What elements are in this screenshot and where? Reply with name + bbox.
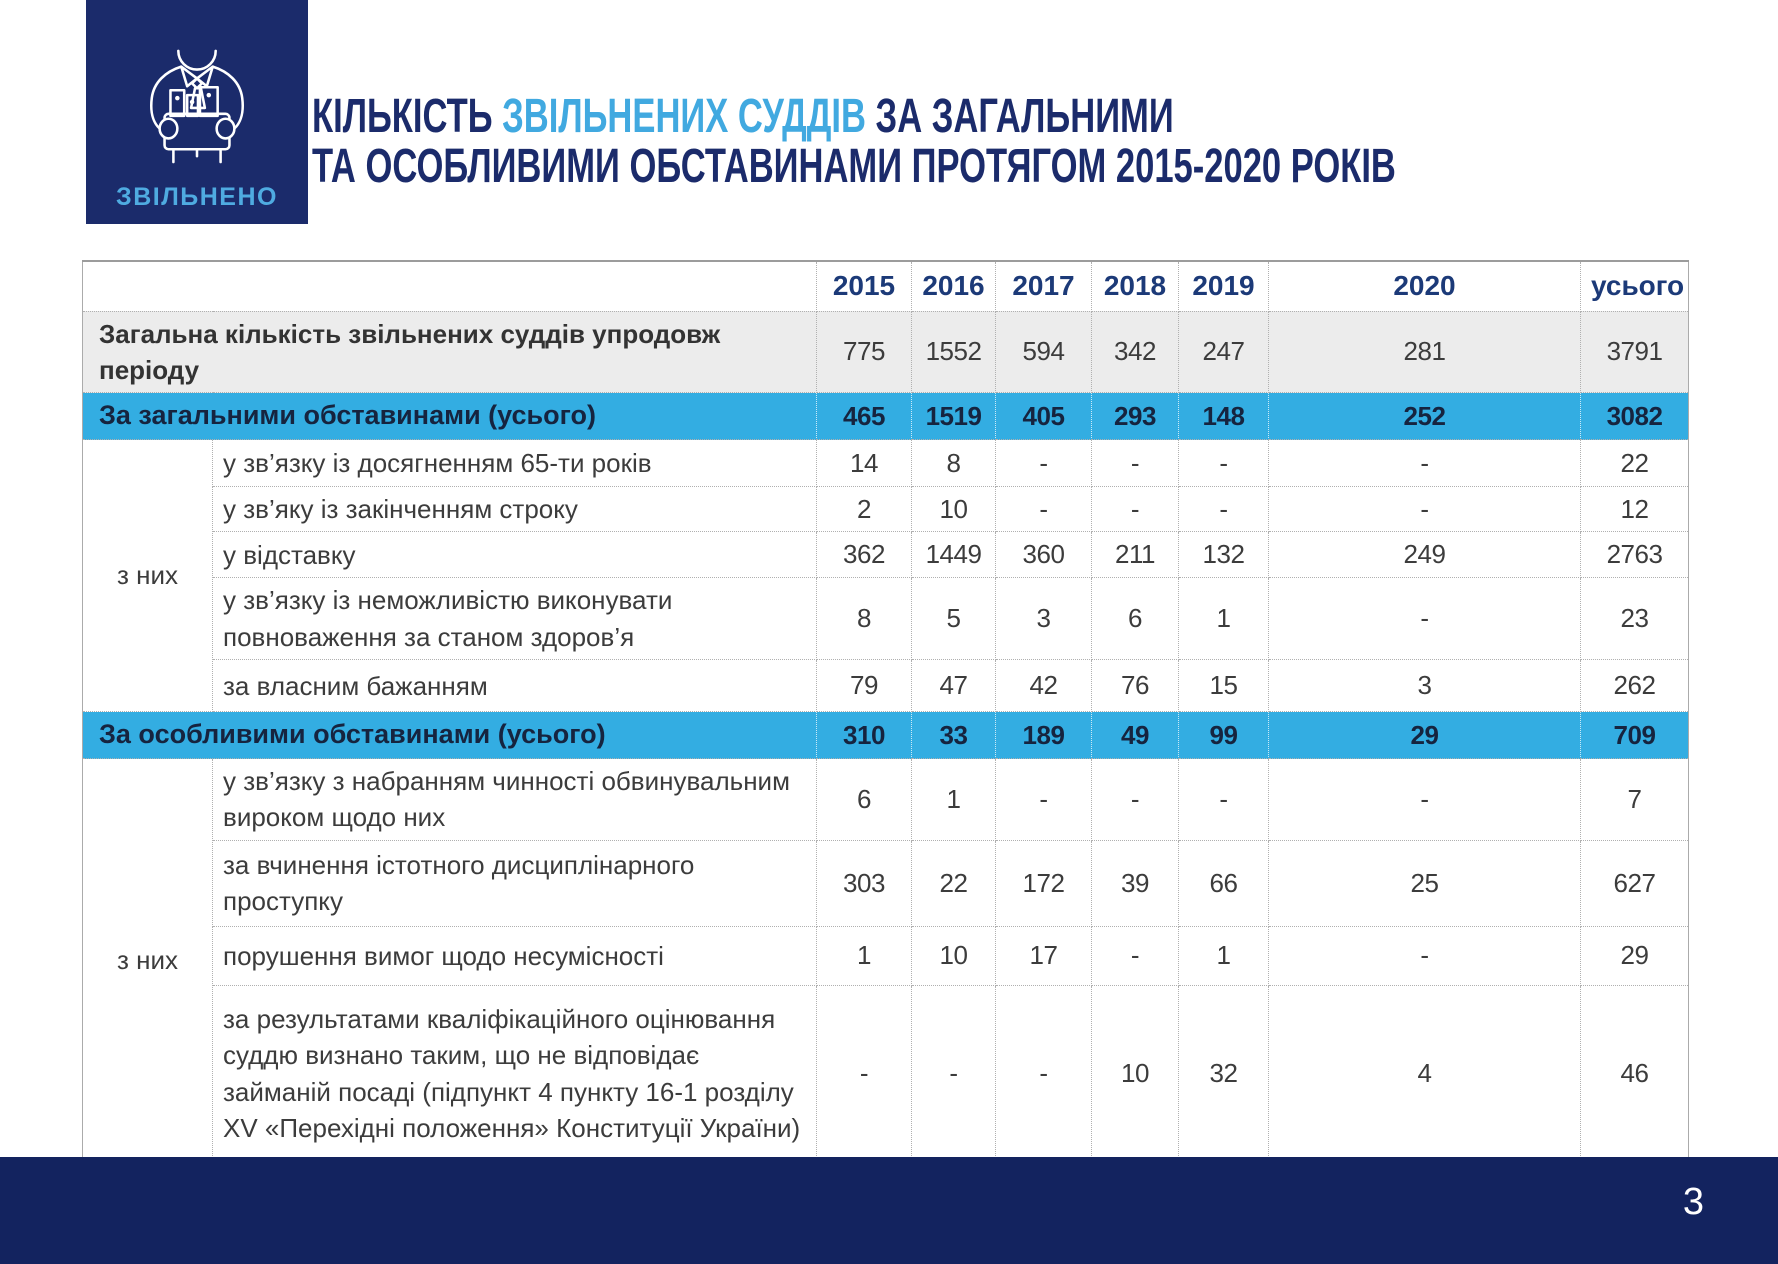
- value-cell: 29: [1581, 926, 1689, 985]
- value-cell: 47: [912, 660, 996, 712]
- value-cell: 172: [996, 840, 1092, 926]
- value-cell: 10: [912, 926, 996, 985]
- value-cell: 17: [996, 926, 1092, 985]
- value-cell: -: [1269, 440, 1581, 487]
- value-cell: 247: [1179, 311, 1269, 393]
- year-column-header: 2018: [1092, 261, 1179, 311]
- value-cell: 2: [817, 487, 912, 532]
- section-row: [83, 712, 1689, 759]
- row-label: за власним бажанням: [213, 660, 817, 712]
- row-label: за вчинення істотного дисциплінарного проступку: [213, 840, 817, 926]
- slide-title: [312, 92, 1778, 192]
- value-cell: 132: [1179, 532, 1269, 578]
- table-row: [83, 578, 1689, 660]
- value-cell: -: [1269, 926, 1581, 985]
- year-column-header: 2016: [912, 261, 996, 311]
- table-row: [83, 311, 1689, 393]
- value-cell: -: [1092, 440, 1179, 487]
- value-cell: -: [1269, 759, 1581, 841]
- value-cell: 1: [817, 926, 912, 985]
- table-row: [83, 487, 1689, 532]
- value-cell: 39: [1092, 840, 1179, 926]
- value-cell: 33: [912, 712, 996, 759]
- value-cell: 1: [1179, 578, 1269, 660]
- value-cell: 709: [1581, 712, 1689, 759]
- value-cell: 627: [1581, 840, 1689, 926]
- value-cell: 4: [1269, 985, 1581, 1162]
- value-cell: 8: [912, 440, 996, 487]
- value-cell: 10: [1092, 985, 1179, 1162]
- value-cell: 99: [1179, 712, 1269, 759]
- value-cell: 281: [1269, 311, 1581, 393]
- value-cell: 465: [817, 393, 912, 440]
- value-cell: 66: [1179, 840, 1269, 926]
- value-cell: 1: [912, 759, 996, 841]
- value-cell: -: [996, 487, 1092, 532]
- row-label: у зв’яку із закінченням строку: [213, 487, 817, 532]
- table-row: [83, 840, 1689, 926]
- year-column-header: 2017: [996, 261, 1092, 311]
- value-cell: 25: [1269, 840, 1581, 926]
- group-label-cell: з них: [83, 440, 213, 712]
- value-cell: 3: [996, 578, 1092, 660]
- value-cell: 189: [996, 712, 1092, 759]
- year-column-header: 2015: [817, 261, 912, 311]
- badge-label: ЗВІЛЬНЕНО: [116, 183, 278, 211]
- empty-corner-cell: [83, 261, 817, 311]
- value-cell: -: [1179, 487, 1269, 532]
- value-cell: 1519: [912, 393, 996, 440]
- table-row: [83, 532, 1689, 578]
- value-cell: 8: [817, 578, 912, 660]
- value-cell: 262: [1581, 660, 1689, 712]
- section-label: За особливими обставинами (усього): [83, 712, 817, 759]
- value-cell: 3791: [1581, 311, 1689, 393]
- value-cell: 252: [1269, 393, 1581, 440]
- value-cell: -: [1269, 487, 1581, 532]
- section-row: [83, 393, 1689, 440]
- value-cell: 2763: [1581, 532, 1689, 578]
- value-cell: 362: [817, 532, 912, 578]
- dismissed-badge: [86, 0, 308, 224]
- value-cell: 14: [817, 440, 912, 487]
- value-cell: -: [1269, 578, 1581, 660]
- value-cell: 1449: [912, 532, 996, 578]
- table-row: [83, 660, 1689, 712]
- value-cell: 211: [1092, 532, 1179, 578]
- value-cell: 310: [817, 712, 912, 759]
- value-cell: 249: [1269, 532, 1581, 578]
- title-line1-suffix: ЗА ЗАГАЛЬНИМИ: [865, 90, 1174, 143]
- value-cell: 6: [1092, 578, 1179, 660]
- value-cell: 1552: [912, 311, 996, 393]
- dismissals-table: [82, 260, 1689, 1163]
- value-cell: 22: [912, 840, 996, 926]
- table-header-row: [83, 261, 1689, 311]
- value-cell: 3: [1269, 660, 1581, 712]
- value-cell: -: [817, 985, 912, 1162]
- row-label: за результатами кваліфікаційного оцінювання суддю визнано таким, що не відповідає займаній посаді (підпункт 4 пункту 16-1 розділу XV «Перехідні положення» Конституції України): [213, 985, 817, 1162]
- page-number: 3: [1682, 1181, 1704, 1223]
- value-cell: -: [996, 759, 1092, 841]
- table-row: [83, 926, 1689, 985]
- value-cell: 23: [1581, 578, 1689, 660]
- value-cell: 6: [817, 759, 912, 841]
- value-cell: 42: [996, 660, 1092, 712]
- value-cell: 46: [1581, 985, 1689, 1162]
- value-cell: 1: [1179, 926, 1269, 985]
- row-label: у зв’язку з набранням чинності обвинувальним вироком щодо них: [213, 759, 817, 841]
- value-cell: 5: [912, 578, 996, 660]
- group-label-cell: з них: [83, 759, 213, 1163]
- table-row: [83, 985, 1689, 1162]
- value-cell: 148: [1179, 393, 1269, 440]
- dismissed-person-icon: [138, 40, 256, 168]
- row-label: Загальна кількість звільнених суддів упродовж періоду: [83, 311, 817, 393]
- value-cell: 22: [1581, 440, 1689, 487]
- value-cell: 15: [1179, 660, 1269, 712]
- value-cell: 293: [1092, 393, 1179, 440]
- value-cell: 12: [1581, 487, 1689, 532]
- row-label: у зв’язку із досягненням 65-ти років: [213, 440, 817, 487]
- row-label: порушення вимог щодо несумісності: [213, 926, 817, 985]
- table-row: [83, 440, 1689, 487]
- value-cell: 49: [1092, 712, 1179, 759]
- table-row: [83, 759, 1689, 841]
- value-cell: 775: [817, 311, 912, 393]
- row-label: у зв’язку із неможливістю виконувати повноваження за станом здоров’я: [213, 578, 817, 660]
- value-cell: -: [1092, 759, 1179, 841]
- value-cell: -: [1179, 440, 1269, 487]
- value-cell: -: [912, 985, 996, 1162]
- value-cell: 76: [1092, 660, 1179, 712]
- value-cell: 7: [1581, 759, 1689, 841]
- title-line1-prefix: КІЛЬКІСТЬ: [312, 90, 503, 143]
- title-line-1: [312, 92, 1396, 142]
- section-label: За загальними обставинами (усього): [83, 393, 817, 440]
- value-cell: 594: [996, 311, 1092, 393]
- value-cell: 32: [1179, 985, 1269, 1162]
- value-cell: -: [1092, 926, 1179, 985]
- value-cell: 342: [1092, 311, 1179, 393]
- total-column-header: усього: [1581, 261, 1689, 311]
- value-cell: 303: [817, 840, 912, 926]
- year-column-header: 2020: [1269, 261, 1581, 311]
- value-cell: 10: [912, 487, 996, 532]
- footer-bar: [0, 1157, 1778, 1264]
- value-cell: 360: [996, 532, 1092, 578]
- value-cell: -: [1179, 759, 1269, 841]
- value-cell: -: [1092, 487, 1179, 532]
- title-line1-accent: ЗВІЛЬНЕНИХ СУДДІВ: [502, 90, 866, 143]
- value-cell: -: [996, 985, 1092, 1162]
- value-cell: 79: [817, 660, 912, 712]
- title-line-2: ТА ОСОБЛИВИМИ ОБСТАВИНАМИ ПРОТЯГОМ 2015-2020 РОКІВ: [312, 140, 1396, 193]
- value-cell: 405: [996, 393, 1092, 440]
- value-cell: 3082: [1581, 393, 1689, 440]
- row-label: у відставку: [213, 532, 817, 578]
- year-column-header: 2019: [1179, 261, 1269, 311]
- value-cell: -: [996, 440, 1092, 487]
- value-cell: 29: [1269, 712, 1581, 759]
